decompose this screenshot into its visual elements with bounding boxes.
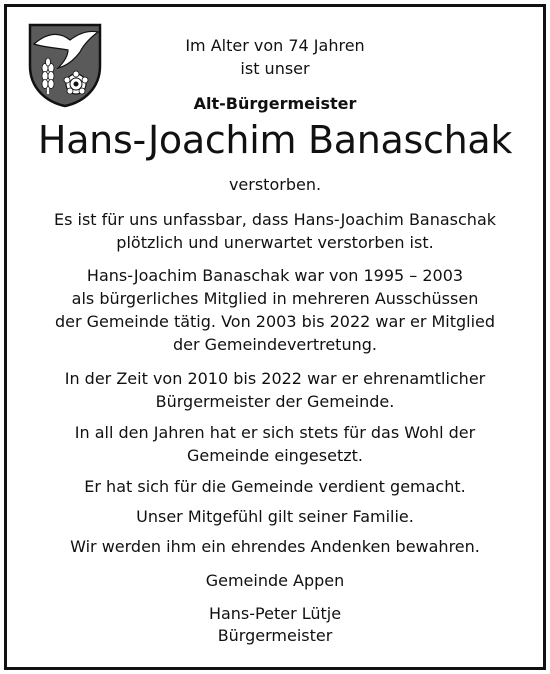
paragraph-line: Unser Mitgefühl gilt seiner Familie. (136, 507, 414, 526)
paragraph (0, 505, 550, 528)
paragraph-line: Es ist für uns unfassbar, dass Hans-Joachim Banaschak (53, 210, 497, 229)
intro-line: Im Alter von 74 Jahren (185, 36, 365, 55)
paragraph (0, 421, 550, 467)
deceased-title: Alt-Bürgermeister (193, 94, 357, 113)
paragraph-line: In der Zeit von 2010 bis 2022 war er ehrenamtlicher (64, 369, 486, 388)
signature-role: Bürgermeister (217, 626, 333, 645)
paragraph-line: Hans-Joachim Banaschak war von 1995 – 2003 (86, 266, 464, 285)
verstorben-text: verstorben. (228, 175, 322, 194)
signature-person: Hans-Peter Lütje (208, 604, 342, 623)
paragraph-line: Wir werden ihm ein ehrendes Andenken bewahren. (70, 537, 480, 556)
paragraph (0, 535, 550, 558)
paragraph (0, 475, 550, 498)
paragraph-line: Er hat sich für die Gemeinde verdient gemacht. (84, 477, 466, 496)
paragraph (0, 264, 550, 356)
paragraph-line: der Gemeinde tätig. Von 2003 bis 2022 war er Mitglied (54, 312, 496, 331)
signature-block (0, 603, 550, 647)
paragraph-line: als bürgerliches Mitglied in mehreren Ausschüssen (71, 289, 479, 308)
paragraph-line: Bürgermeister der Gemeinde. (155, 392, 395, 411)
intro-text (0, 34, 550, 80)
paragraph-line: In all den Jahren hat er sich stets für das Wohl der (74, 423, 476, 442)
paragraph-line: der Gemeindevertretung. (173, 335, 377, 354)
intro-line: ist unser (240, 59, 310, 78)
paragraph (0, 367, 550, 413)
paragraph (0, 208, 550, 254)
signature-organization: Gemeinde Appen (205, 571, 345, 590)
deceased-name: Hans-Joachim Banaschak (37, 118, 513, 162)
paragraph-line: plötzlich und unerwartet verstorben ist. (116, 233, 434, 252)
paragraph-line: Gemeinde eingesetzt. (187, 446, 363, 465)
